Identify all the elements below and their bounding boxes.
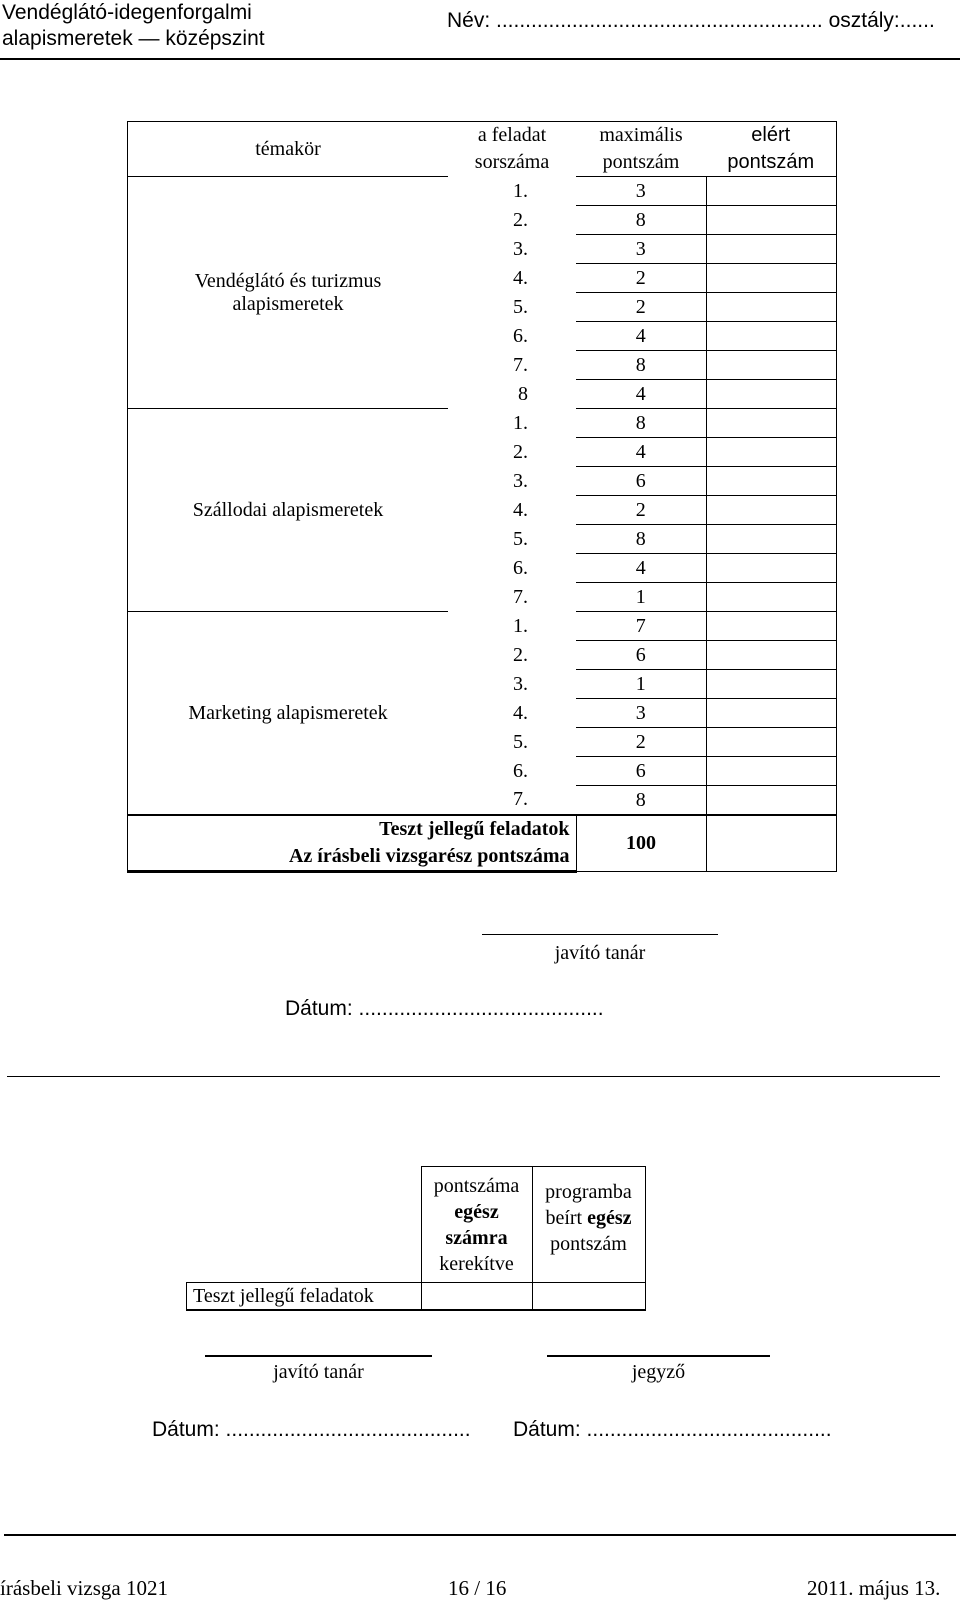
- signature-label-grader-2: javító tanár: [273, 1361, 364, 1383]
- date-field-grader: Dátum: ..........................................: [285, 997, 604, 1020]
- header-program-score: [532, 1167, 645, 1283]
- task-number: 1.: [513, 179, 528, 202]
- achieved-points-cell[interactable]: [706, 583, 836, 612]
- achieved-points-cell[interactable]: [706, 206, 836, 235]
- empty-corner-cell: [187, 1167, 422, 1283]
- task-number-cell: [448, 177, 576, 206]
- task-number: 2.: [513, 643, 528, 666]
- max-points-cell: 2: [576, 293, 706, 322]
- header-max-points: maximális pontszám: [576, 122, 706, 177]
- footer-date: 2011. május 13.: [807, 1576, 941, 1600]
- task-number-cell: [448, 264, 576, 293]
- max-points-cell: 6: [576, 757, 706, 786]
- max-points-cell: 7: [576, 612, 706, 641]
- task-number-cell: [448, 235, 576, 264]
- header-rounded-score-bold1: egész: [454, 1200, 499, 1223]
- task-number-cell: [448, 757, 576, 786]
- task-number-cell: [448, 641, 576, 670]
- max-points-cell: 3: [576, 235, 706, 264]
- task-number-cell: [448, 554, 576, 583]
- header-achieved-points: elért pontszám: [706, 122, 836, 177]
- task-number: 4.: [513, 498, 528, 521]
- task-number-cell: [448, 409, 576, 438]
- total-label-line2: Az írásbeli vizsgarész pontszáma: [288, 845, 570, 867]
- task-number: 2.: [513, 208, 528, 231]
- topic-cell: Vendéglátó és turizmus alapismeretek: [128, 177, 449, 409]
- cell-program-score: [532, 1283, 645, 1311]
- signature-label-registrar: jegyző: [631, 1361, 686, 1383]
- max-points-cell: 6: [576, 467, 706, 496]
- footer-exam-code: írásbeli vizsga 1021: [0, 1576, 168, 1600]
- achieved-points-cell[interactable]: [706, 380, 836, 409]
- total-row: [128, 815, 837, 872]
- total-label: [128, 815, 577, 872]
- task-number: 7.: [513, 585, 528, 608]
- achieved-points-cell[interactable]: [706, 322, 836, 351]
- achieved-points-cell[interactable]: [706, 351, 836, 380]
- header-rule: [0, 58, 960, 60]
- max-points-cell: 8: [576, 351, 706, 380]
- rounded-score-table: [186, 1166, 646, 1311]
- max-points-cell: 2: [576, 728, 706, 757]
- total-max-points: 100: [576, 815, 706, 872]
- signature-line-registrar: [547, 1355, 770, 1357]
- max-points-cell: 2: [576, 496, 706, 525]
- footer-page-number: 16 / 16: [448, 1576, 507, 1600]
- achieved-points-cell[interactable]: [706, 757, 836, 786]
- max-points-cell: 1: [576, 583, 706, 612]
- footer-rule: [4, 1534, 956, 1536]
- max-points-cell: 4: [576, 380, 706, 409]
- header-topic: témakör: [128, 122, 449, 177]
- date-field-registrar: Dátum: ..........................................: [513, 1418, 832, 1441]
- total-label-line1: Teszt jellegű feladatok: [379, 818, 570, 840]
- max-points-cell: 8: [576, 525, 706, 554]
- task-number: 3.: [513, 469, 528, 492]
- task-number-cell: [448, 380, 576, 409]
- achieved-points-cell[interactable]: [706, 496, 836, 525]
- rounded-score-header-row: [187, 1167, 646, 1283]
- task-number: 4.: [513, 701, 528, 724]
- total-achieved-points[interactable]: [706, 815, 836, 872]
- task-number: 5.: [513, 730, 528, 753]
- task-number-cell: [448, 786, 576, 816]
- max-points-cell: 8: [576, 206, 706, 235]
- topic-cell: Marketing alapismeretek: [128, 612, 449, 816]
- max-points-cell: 8: [576, 409, 706, 438]
- header-title-line1: Vendéglátó-idegenforgalmi: [2, 1, 252, 24]
- task-number-cell: [448, 728, 576, 757]
- header-rounded-score-tail: kerekítve: [439, 1252, 514, 1275]
- header-program-score-line2b: egész: [587, 1207, 632, 1229]
- task-number-cell: [448, 670, 576, 699]
- header-task-number: a feladat sorszáma: [448, 122, 576, 177]
- score-table-header-row: [128, 122, 837, 177]
- rounded-score-row: [187, 1283, 646, 1311]
- task-number: 1.: [513, 411, 528, 434]
- achieved-points-cell[interactable]: [706, 235, 836, 264]
- max-points-cell: 2: [576, 264, 706, 293]
- signature-line-grader-2: [205, 1355, 432, 1357]
- table-row: [128, 177, 837, 206]
- header-rounded-score-line1: pontszáma: [433, 1174, 520, 1197]
- task-number: 1.: [513, 614, 528, 637]
- task-number-cell: [448, 467, 576, 496]
- achieved-points-cell[interactable]: [706, 293, 836, 322]
- table-row: [128, 409, 837, 438]
- max-points-cell: 4: [576, 322, 706, 351]
- header-rounded-score: [421, 1167, 532, 1283]
- section-divider: [7, 1076, 940, 1077]
- header-name-class-field: Név: ........................................................ osztály:......: [447, 9, 935, 32]
- task-number: 5.: [513, 295, 528, 318]
- achieved-points-cell[interactable]: [706, 641, 836, 670]
- max-points-cell: 4: [576, 554, 706, 583]
- task-number-cell: [448, 351, 576, 380]
- task-number-cell: [448, 583, 576, 612]
- task-number: 7.: [513, 353, 528, 376]
- achieved-points-cell[interactable]: [706, 699, 836, 728]
- task-number-cell: [448, 612, 576, 641]
- max-points-cell: 1: [576, 670, 706, 699]
- task-number: 2.: [513, 440, 528, 463]
- achieved-points-cell[interactable]: [706, 409, 836, 438]
- header-program-score-line3: pontszám: [550, 1233, 627, 1255]
- table-row: [128, 612, 837, 641]
- task-number-cell: [448, 496, 576, 525]
- task-number-cell: [448, 438, 576, 467]
- task-number: 6.: [513, 324, 528, 347]
- signature-label-grader: javító tanár: [554, 942, 646, 964]
- header-title: [2, 0, 265, 52]
- task-number-cell: [448, 293, 576, 322]
- task-number-cell: [448, 322, 576, 351]
- max-points-cell: 3: [576, 177, 706, 206]
- achieved-points-cell[interactable]: [706, 786, 836, 816]
- task-number-cell: [448, 699, 576, 728]
- task-number: 8: [518, 382, 528, 405]
- date-field-grader-2: Dátum: ..........................................: [152, 1418, 471, 1441]
- header-rounded-score-bold2: számra: [445, 1226, 508, 1249]
- achieved-points-cell[interactable]: [706, 177, 836, 206]
- signature-line-grader: [482, 934, 718, 935]
- task-number: 7.: [513, 788, 528, 811]
- achieved-points-cell[interactable]: [706, 264, 836, 293]
- max-points-cell: 6: [576, 641, 706, 670]
- max-points-cell: 8: [576, 786, 706, 816]
- task-number-cell: [448, 206, 576, 235]
- row-label-test-tasks: Teszt jellegű feladatok: [187, 1283, 422, 1311]
- achieved-points-cell[interactable]: [706, 554, 836, 583]
- achieved-points-cell[interactable]: [706, 525, 836, 554]
- achieved-points-cell[interactable]: [706, 728, 836, 757]
- header-program-score-line2a: beírt: [545, 1207, 588, 1229]
- achieved-points-cell[interactable]: [706, 438, 836, 467]
- cell-rounded-score: [421, 1283, 532, 1311]
- score-table: [127, 121, 837, 873]
- task-number: 3.: [513, 672, 528, 695]
- task-number: 6.: [513, 556, 528, 579]
- task-number: 5.: [513, 527, 528, 550]
- topic-cell: Szállodai alapismeretek: [128, 409, 449, 612]
- task-number: 3.: [513, 237, 528, 260]
- task-number: 4.: [513, 266, 528, 289]
- achieved-points-cell[interactable]: [706, 612, 836, 641]
- task-number: 6.: [513, 759, 528, 782]
- max-points-cell: 4: [576, 438, 706, 467]
- achieved-points-cell[interactable]: [706, 670, 836, 699]
- header-title-line2: alapismeretek — középszint: [2, 27, 265, 50]
- header-program-score-line1: programba: [545, 1181, 632, 1203]
- task-number-cell: [448, 525, 576, 554]
- max-points-cell: 3: [576, 699, 706, 728]
- achieved-points-cell[interactable]: [706, 467, 836, 496]
